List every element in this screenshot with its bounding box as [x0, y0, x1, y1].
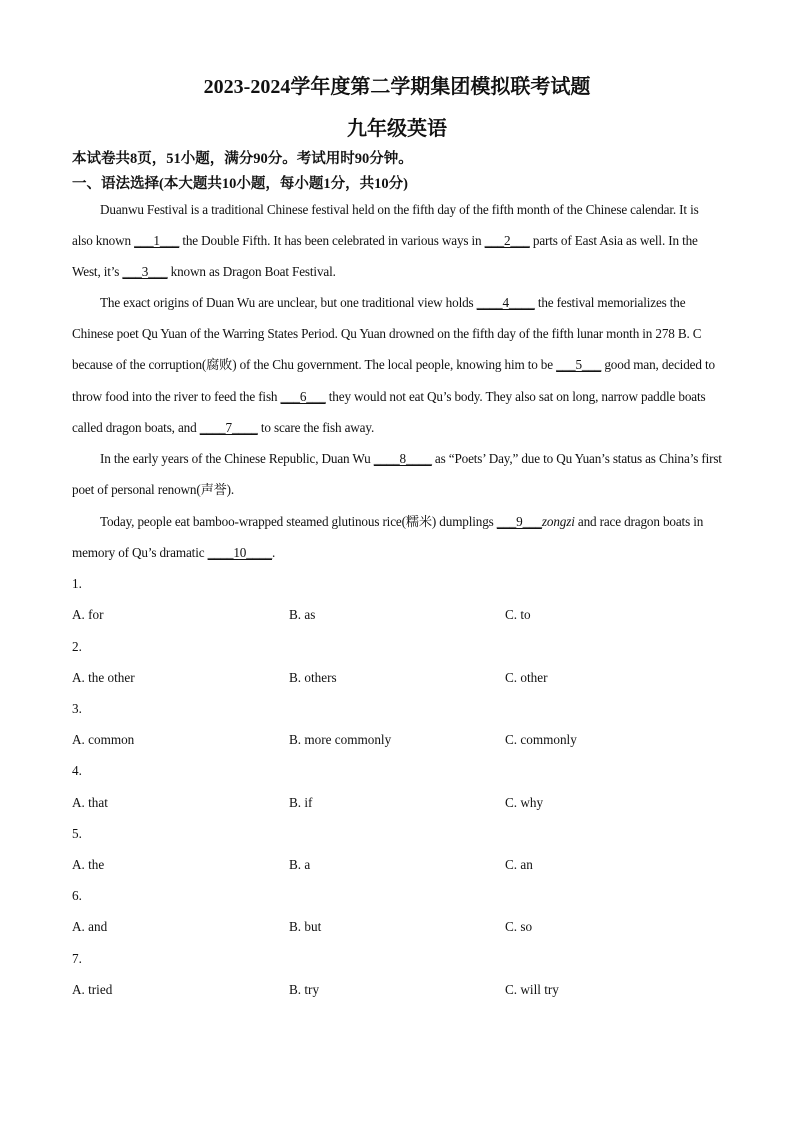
passage-paragraph-3 — [72, 443, 722, 505]
passage-text: Today, people eat bamboo-wrapped steamed glutinous rice(糯米) dumplings — [100, 514, 497, 529]
passage-text: parts of East Asia as well. In the West, it’s — [72, 233, 698, 280]
passage-paragraph-1 — [72, 194, 722, 288]
option-a[interactable]: A. the — [72, 857, 105, 872]
question-number: 4. — [72, 763, 82, 778]
passage-text: to scare the fish away. — [257, 419, 375, 435]
option-c[interactable]: C. why — [505, 795, 544, 810]
exam-title: 2023-2024学年度第二学期集团模拟联考试题 — [203, 76, 591, 98]
zongzi-term: zongzi — [541, 514, 575, 529]
passage-text: known as Dragon Boat Festival. — [167, 264, 336, 280]
question-number: 3. — [72, 701, 82, 716]
blank-4: ____4____ — [476, 295, 535, 310]
passage-text: Duanwu Festival is a traditional Chinese festival held on the fifth day of the fifth month of the Chinese calendar. It is also known — [72, 202, 699, 249]
blank-5: ___5___ — [556, 357, 602, 373]
option-c[interactable]: C. an — [505, 857, 533, 872]
option-b[interactable]: B. more commonly — [289, 732, 392, 747]
option-c[interactable]: C. so — [505, 919, 533, 934]
option-b[interactable]: B. as — [289, 607, 316, 622]
passage-text: In the early years of the Chinese Republic, Duan Wu — [100, 451, 374, 466]
passage-paragraph-2 — [72, 287, 722, 443]
passage-text: as “Poets’ Day,” due to Qu Yuan’s status as China’s first poet of personal renown(声誉). — [72, 451, 722, 498]
passage-text: and race dragon boats in memory of Qu’s dramatic — [72, 514, 704, 561]
section-heading: 一、语法选择(本大题共10小题，每小题1分，共10分) — [72, 176, 408, 192]
blank-6: ___6___ — [280, 388, 326, 404]
option-a[interactable]: A. common — [72, 732, 135, 747]
option-c[interactable]: C. will try — [505, 982, 559, 997]
option-c[interactable]: C. to — [505, 607, 531, 622]
option-a[interactable]: A. tried — [72, 982, 113, 997]
passage-text: . — [272, 545, 276, 561]
option-a[interactable]: A. that — [72, 795, 108, 810]
blank-9: ___9___ — [496, 514, 542, 529]
option-b[interactable]: B. but — [289, 919, 322, 934]
option-a[interactable]: A. the other — [72, 670, 135, 685]
option-b[interactable]: B. try — [289, 982, 320, 997]
option-c[interactable]: C. commonly — [505, 732, 577, 747]
option-b[interactable]: B. if — [289, 795, 313, 810]
option-a[interactable]: A. and — [72, 919, 108, 934]
option-a[interactable]: A. for — [72, 607, 104, 622]
exam-subtitle: 九年级英语 — [347, 118, 447, 140]
passage-text: the Double Fifth. It has been celebrated in various ways in — [179, 233, 485, 249]
passage-text: good man, decided to throw food into the river to feed the fish — [72, 357, 715, 404]
blank-2: ___2___ — [484, 233, 530, 249]
passage-text: the festival memorializes the Chinese poet Qu Yuan of the Warring States Period. Qu Yuan drowned on the fifth day of the fifth lunar month in 278 B. C because of the corruption(腐败) of the Chu government. The local people, knowing him to be — [72, 295, 702, 373]
passage-text: they would not eat Qu’s body. They also sat on long, narrow paddle boats called dragon boats, and — [72, 388, 706, 435]
blank-7: ____7____ — [199, 419, 258, 435]
passage-text: The exact origins of Duan Wu are unclear, but one traditional view holds — [100, 295, 477, 310]
option-b[interactable]: B. a — [289, 857, 311, 872]
blank-3: ___3___ — [122, 264, 168, 280]
question-number: 5. — [72, 826, 82, 841]
blank-8: ____8____ — [373, 451, 432, 466]
option-c[interactable]: C. other — [505, 670, 548, 685]
question-number: 2. — [72, 639, 82, 654]
blank-1: ___1___ — [134, 233, 180, 249]
question-number: 6. — [72, 888, 82, 903]
question-number: 7. — [72, 951, 82, 966]
question-number: 1. — [72, 576, 82, 591]
exam-info: 本试卷共8页，51小题，满分90分。考试用时90分钟。 — [72, 151, 413, 167]
blank-10: ____10____ — [207, 545, 273, 561]
option-b[interactable]: B. others — [289, 670, 337, 685]
passage-paragraph-4 — [72, 506, 722, 568]
